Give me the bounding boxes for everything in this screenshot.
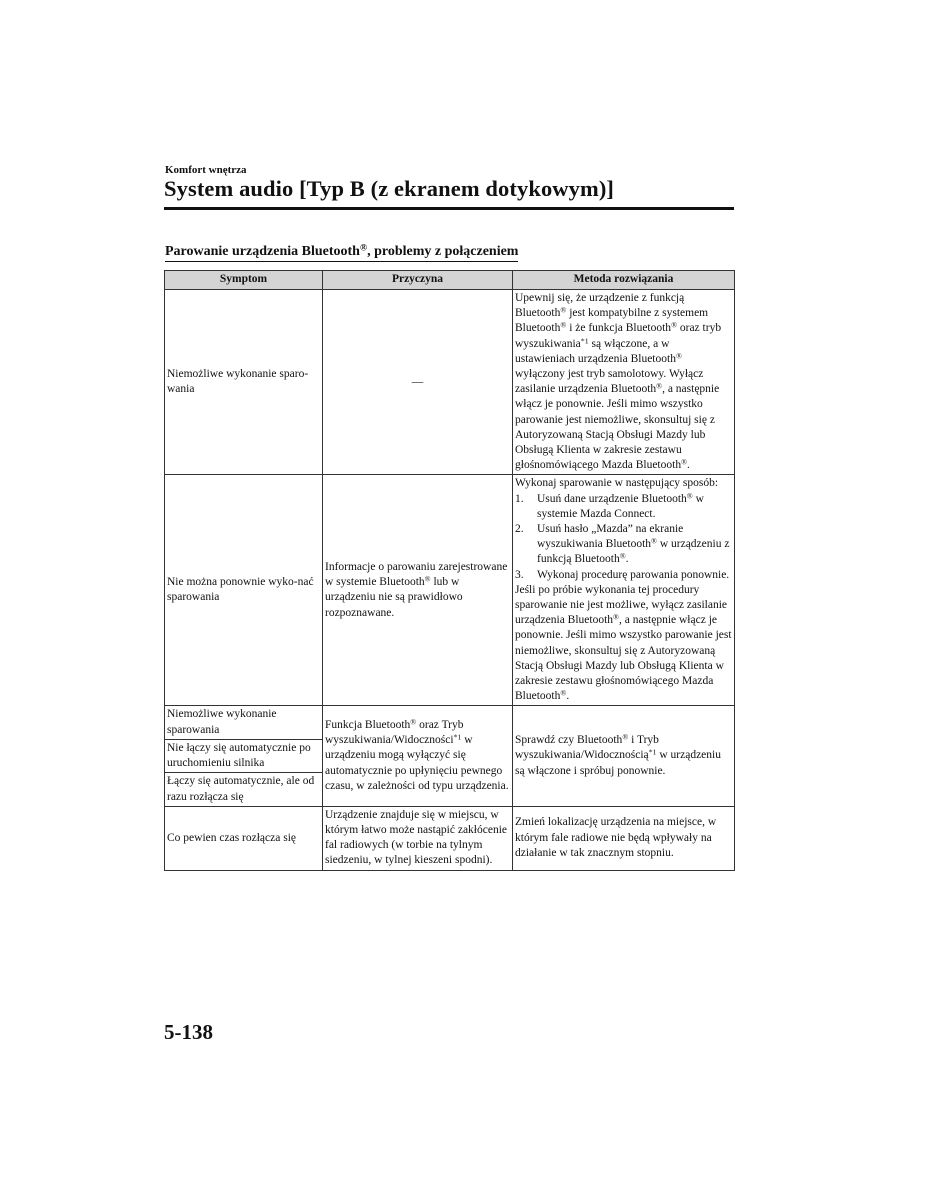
symptom-cell: Niemożliwe wykonanie sparowania: [165, 706, 323, 739]
method-cell: Sprawdź czy Bluetooth® i Tryb wyszukiwania/Widocznością$^{*1}$ w urządzeniu są włączone i spróbuj ponownie.: [513, 706, 735, 806]
list-item: 3. Wykonaj procedurę parowania ponownie.: [515, 568, 730, 581]
section-label: Komfort wnętrza: [165, 164, 247, 176]
subheading-suffix: , problemy z połączeniem: [367, 244, 519, 259]
cause-cell: Informacje o parowaniu zarejestrowane w systemie Bluetooth® lub w urządzeniu nie są prawidłowo rozpoznawane.: [323, 475, 513, 706]
page-number: 5-138: [164, 1020, 213, 1044]
method-cell: Zmień lokalizację urządzenia na miejsce, w którym fale radiowe nie będą wpływały na działanie w tak znacznym stopniu.: [513, 806, 735, 870]
header-method: Metoda rozwiązania: [513, 271, 735, 290]
table-row: [165, 706, 735, 739]
method-intro: Wykonaj sparowanie w następujący sposób:: [515, 477, 719, 490]
table-row: [165, 806, 735, 870]
title-rule: [164, 207, 734, 210]
method-outro: Jeśli po próbie wykonania tej procedury sparowanie nie jest możliwe, wyłącz zasilanie urządzenia Bluetooth®, a następnie włącz je ponownie. Jeśli mimo wszystko parowanie jest niemożliwe, skonsultuj się z Autoryzowaną Stacją Obsługi Mazdy lub Obsługą Klienta w zakresie zestawu głośnomówiącego Mazda Bluetooth®.: [515, 583, 732, 703]
symptom-cell: Nie można ponownie wyko-nać sparowania: [165, 475, 323, 706]
registered-mark: ®: [359, 243, 368, 254]
list-item: 2. Usuń hasło „Mazda” na ekranie wyszukiwania Bluetooth® w urządzeniu z funkcją Bluetooth®.: [515, 523, 730, 566]
symptom-cell: Nie łączy się automatycznie po uruchomieniu silnika: [165, 739, 323, 772]
symptom-cell: Łączy się automatycznie, ale od razu rozłącza się: [165, 773, 323, 806]
method-cell: Upewnij się, że urządzenie z funkcją Bluetooth® jest kompatybilne z systemem Bluetooth® i że funkcja Bluetooth® oraz tryb wyszukiwania$^{*1}$ są włączone, a w ustawieniach urządzenia Bluetooth® wyłączony jest tryb samolotowy. Wyłącz zasilanie urządzenia Bluetooth®, a następnie włącz je ponownie. Jeśli mimo wszystko parowanie jest niemożliwe, skonsultuj się z Autoryzowaną Stacją Obsługi Mazdy lub Obsługą Klienta w zakresie zestawu głośnomówiącego Mazda Bluetooth®.: [513, 290, 735, 475]
table-row: [165, 475, 735, 706]
subheading-text: Parowanie urządzenia Bluetooth: [165, 244, 360, 259]
header-symptom: Symptom: [165, 271, 323, 290]
cause-cell: —: [323, 290, 513, 475]
method-cell: [513, 475, 735, 706]
troubleshooting-table: [164, 270, 735, 871]
subheading: [165, 244, 518, 262]
symptom-cell: Co pewien czas rozłącza się: [165, 806, 323, 870]
steps-list: [515, 492, 732, 583]
list-item: 1. Usuń dane urządzenie Bluetooth® w systemie Mazda Connect.: [515, 491, 704, 520]
cause-cell: Funkcja Bluetooth® oraz Tryb wyszukiwania/Widoczności$^{*1}$ w urządzeniu mogą wyłączyć się automatycznie po upłynięciu pewnego czasu, w zależności od typu urządzenia.: [323, 706, 513, 806]
cause-cell: Urządzenie znajduje się w miejscu, w którym łatwo może nastąpić zakłócenie fal radiowych (w torbie na tylnym siedzeniu, w tylnej kieszeni spodni).: [323, 806, 513, 870]
header-cause: Przyczyna: [323, 271, 513, 290]
table-row: [165, 290, 735, 475]
symptom-cell: Niemożliwe wykonanie sparo-wania: [165, 290, 323, 475]
page-title: System audio [Typ B (z ekranem dotykowym)]: [164, 176, 615, 201]
table-header-row: [165, 271, 735, 290]
